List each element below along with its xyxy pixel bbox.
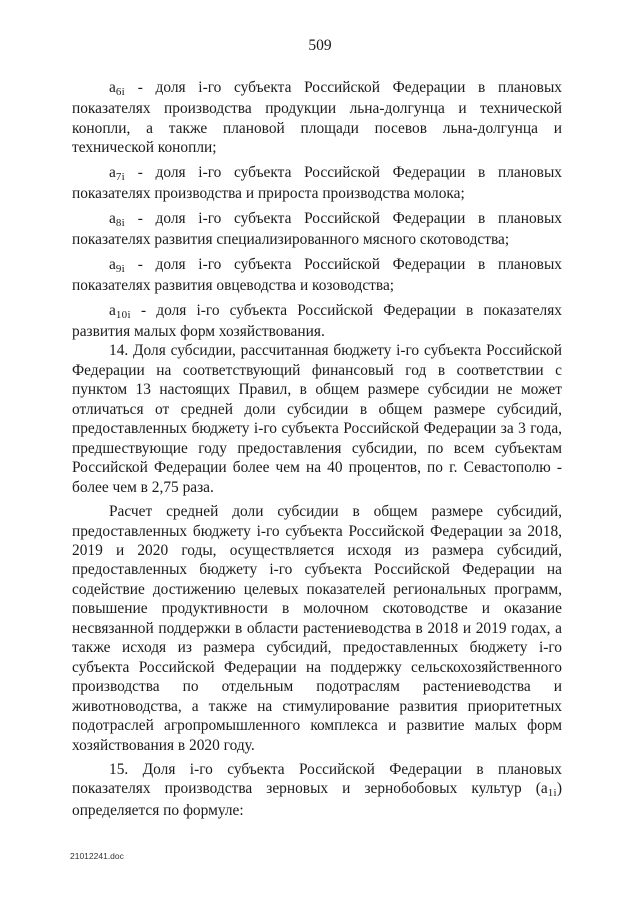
- coefficient-symbol: a: [109, 79, 116, 96]
- coefficient-subscript: 6i: [115, 86, 125, 98]
- document-file-code: 21012241.doc: [70, 851, 124, 861]
- coefficient-subscript: 8i: [115, 216, 125, 229]
- coefficient-symbol: a: [109, 301, 116, 319]
- coefficient-a8-definition: [72, 209, 562, 250]
- coefficient-text: - доля i-го субъекта Российской Федерации в плановых показателях производства продукции льна-долгунца и технической конопли, а также плановой площади посевов льна-долгунца и технической конопли;: [72, 79, 562, 157]
- coefficient-symbol: a: [109, 209, 116, 227]
- coefficient-a7-definition: [72, 163, 562, 204]
- paragraph-average-share-calculation: Расчет средней доли субсидии в общем размере субсидий, предоставленных бюджету i-го субъекта Российской Федерации за 2018, 2019 и 2020 годы, осуществляется исходя из размера субсидий, предоставленных бюджету i-го субъекта Российской Федерации на содействие достижению целевых показателей региональных программ, повышение продуктивности в молочном скотоводстве и оказание несвязанной поддержки в области растениеводства в 2018 и 2019 годах, а также исходя из размера субсидий, предоставленных бюджету i-го субъекта Российской Федерации на поддержку сельскохозяйственного производства по отдельным подотраслям растениеводства и животноводства, а также на стимулирование развития приоритетных подотраслей агропромышленного комплекса и развитие малых форм хозяйствования в 2020 году.: [72, 503, 562, 754]
- coefficient-text: - доля i-го субъекта Российской Федерации в плановых показателях развития овцеводства и козоводства;: [72, 255, 562, 295]
- paragraph-15-text-end: ) определяется по формуле:: [72, 780, 562, 819]
- coefficient-a9-definition: [72, 255, 562, 296]
- coefficient-text: - доля i-го субъекта Российской Федерации в плановых показателях развития специализированного мясного скотоводства;: [72, 209, 562, 249]
- page-number: 509: [308, 37, 332, 54]
- coefficient-subscript: 1i: [547, 787, 557, 800]
- coefficient-subscript: 10i: [115, 308, 131, 321]
- paragraph-15-text-start: 15. Доля i-го субъекта Российской Федерации в плановых показателях производства зерновых и зернобобовых культур (: [72, 760, 562, 798]
- coefficient-symbol: a: [109, 255, 116, 273]
- coefficient-subscript: 9i: [115, 262, 125, 275]
- paragraph-14: 14. Доля субсидии, рассчитанная бюджету i-го субъекта Российской Федерации на соответствующий финансовый год в соответствии с пунктом 13 настоящих Правил, в общем размере субсидии не может отличаться от средней доли субсидии в общем размере субсидий, предоставленных бюджету i-го субъекта Российской Федерации за 3 года, предшествующие году предоставления субсидии, по всем субъектам Российской Федерации более чем на 40 процентов, по г. Севастополю - более чем в 2,75 раза.: [72, 342, 562, 496]
- coefficient-symbol: a: [540, 780, 548, 798]
- coefficient-text: - доля i-го субъекта Российской Федерации в показателях развития малых форм хозяйствования.: [72, 301, 562, 340]
- coefficient-a6-definition: [72, 78, 562, 158]
- coefficient-a10-definition: [72, 301, 562, 342]
- coefficient-subscript: 7i: [115, 170, 125, 183]
- document-body: [72, 78, 562, 820]
- coefficient-symbol: a: [109, 163, 116, 181]
- paragraph-15: [72, 760, 562, 820]
- coefficient-text: - доля i-го субъекта Российской Федерации в плановых показателях производства и прироста производства молока;: [72, 163, 562, 203]
